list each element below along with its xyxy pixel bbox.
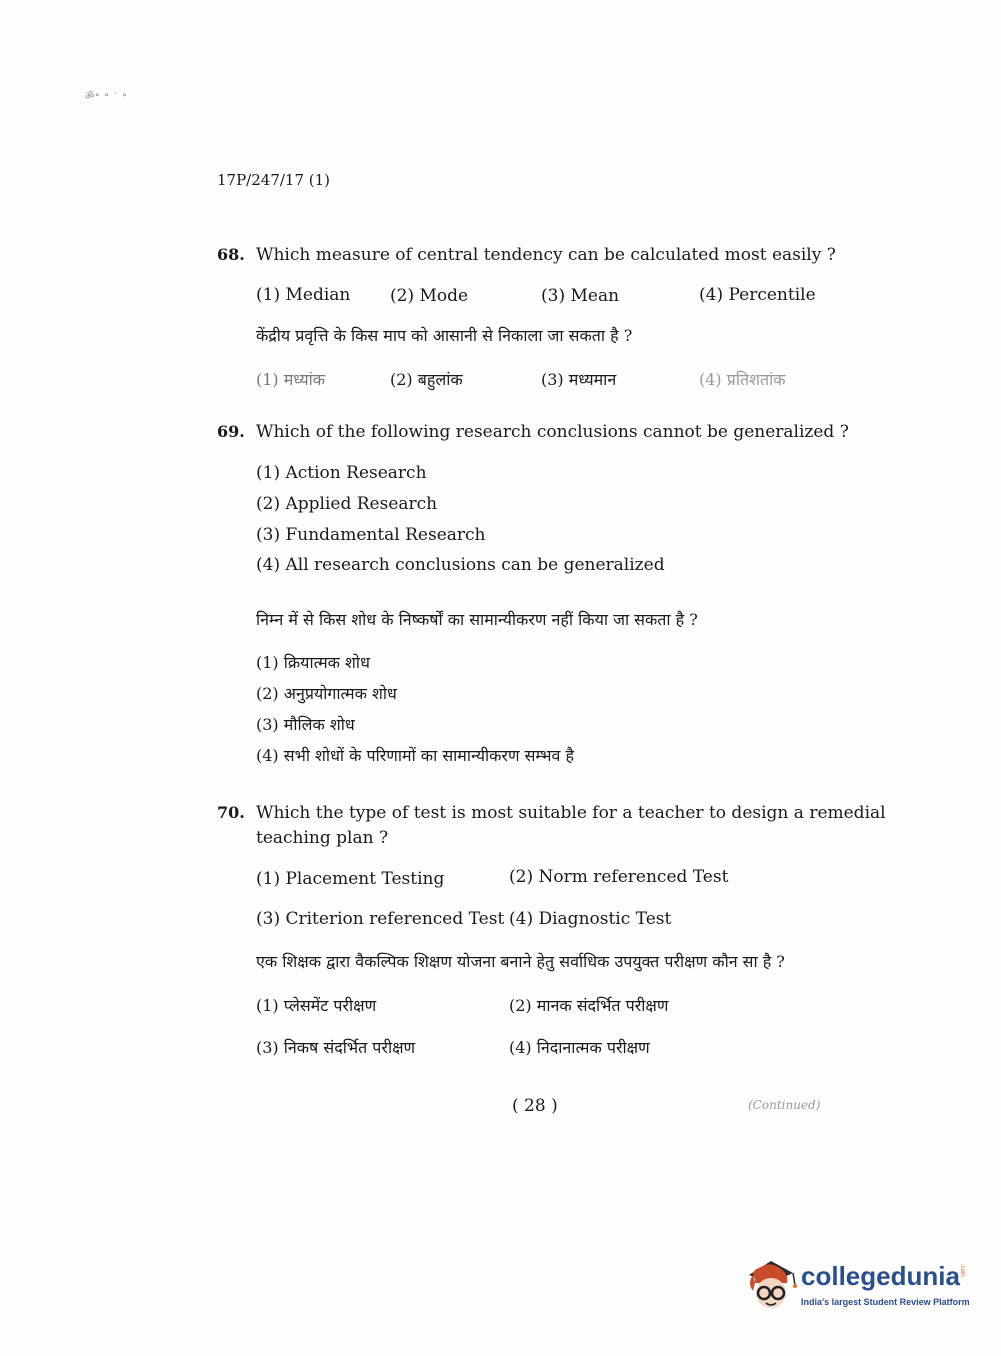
option-hi-1: (1) मध्यांक — [256, 370, 326, 389]
option-en-3: (3) Mean — [541, 286, 620, 306]
question-text-en: Which of the following research conclusions cannot be generalized ? — [256, 422, 849, 442]
option-en-2: (2) Mode — [390, 286, 469, 306]
question-text-hi: केंद्रीय प्रवृत्ति के किस माप को आसानी से निकाला जा सकता है ? — [256, 326, 633, 345]
collegedunia-logo — [743, 1249, 973, 1319]
question-text-hi: निम्न में से किस शोध के निष्कर्षों का सामान्यीकरण नहीं किया जा सकता है ? — [256, 610, 698, 629]
mascot-icon — [743, 1253, 799, 1313]
option-hi-1: (1) क्रियात्मक शोध — [256, 653, 370, 672]
continued-label: (Continued) — [748, 1098, 821, 1112]
question-text-en: Which measure of central tendency can be calculated most easily ? — [256, 245, 836, 265]
option-hi-2: (2) अनुप्रयोगात्मक शोध — [256, 684, 397, 703]
option-en-4: (4) All research conclusions can be generalized — [256, 555, 665, 575]
option-hi-2: (2) मानक संदर्भित परीक्षण — [509, 996, 669, 1015]
corner-mark: ॐ॰ ॰ ॱ ॰ — [85, 91, 128, 102]
option-en-1: (1) Median — [256, 285, 351, 305]
brand-name: collegedunia — [801, 1261, 960, 1291]
option-en-2: (2) Applied Research — [256, 494, 438, 514]
question-text-en-line2: teaching plan ? — [256, 828, 389, 848]
option-hi-4: (4) सभी शोधों के परिणामों का सामान्यीकरण सम्भव है — [256, 746, 574, 765]
option-hi-3: (3) मध्यमान — [541, 370, 617, 389]
question-text-hi: एक शिक्षक द्वारा वैकल्पिक शिक्षण योजना बनाने हेतु सर्वाधिक उपयुक्त परीक्षण कौन सा है ? — [256, 952, 785, 971]
option-en-4: (4) Percentile — [699, 285, 816, 305]
option-hi-3: (3) निकष संदर्भित परीक्षण — [256, 1038, 416, 1057]
question-text-en-line1: Which the type of test is most suitable for a teacher to design a remedial — [256, 803, 886, 823]
option-hi-4: (4) निदानात्मक परीक्षण — [509, 1038, 650, 1057]
paper-code: 17P/247/17 (1) — [217, 171, 331, 189]
option-en-2: (2) Norm referenced Test — [509, 867, 729, 887]
option-en-3: (3) Criterion referenced Test — [256, 909, 505, 929]
option-hi-2: (2) बहुलांक — [390, 370, 463, 389]
option-hi-1: (1) प्लेसमेंट परीक्षण — [256, 996, 377, 1015]
question-number: 70. — [217, 803, 245, 822]
option-en-3: (3) Fundamental Research — [256, 525, 486, 545]
brand-tagline: India's largest Student Review Platform — [801, 1297, 970, 1307]
page-number: ( 28 ) — [512, 1096, 558, 1116]
option-hi-4: (4) प्रतिशतांक — [699, 370, 786, 389]
option-hi-3: (3) मौलिक शोध — [256, 715, 355, 734]
question-number: 68. — [217, 245, 245, 264]
question-number: 69. — [217, 422, 245, 441]
option-en-1: (1) Placement Testing — [256, 869, 445, 889]
brand-domain: .com — [959, 1264, 965, 1278]
option-en-4: (4) Diagnostic Test — [509, 909, 672, 929]
option-en-1: (1) Action Research — [256, 463, 427, 483]
